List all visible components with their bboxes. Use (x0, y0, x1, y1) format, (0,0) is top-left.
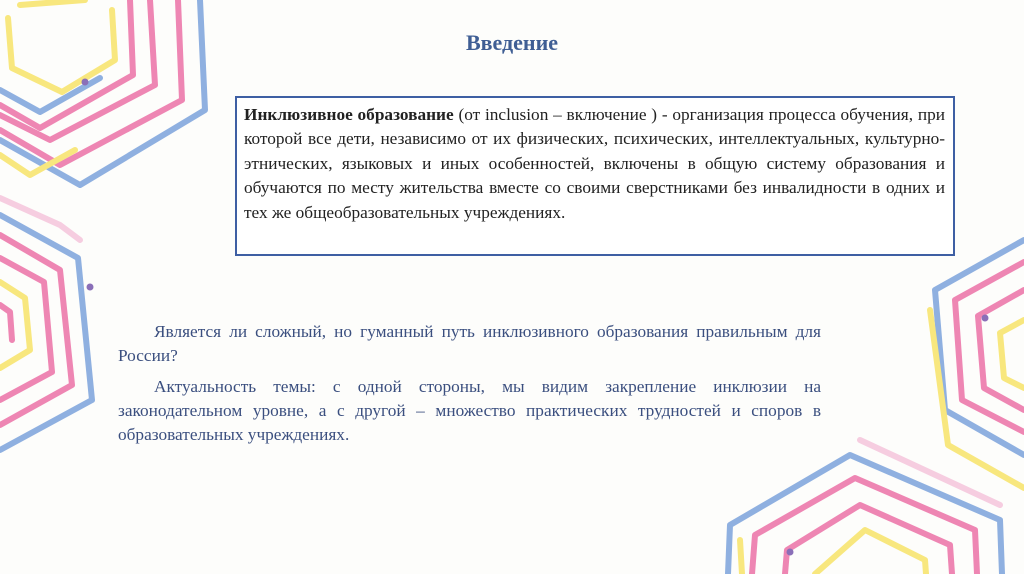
bottom-right-yellow-line (815, 530, 926, 574)
bottom-right-blue-line (728, 455, 1002, 574)
right-yellow-line (1000, 320, 1024, 388)
junction-dot (82, 79, 89, 86)
bottom-right-yellow-line-2 (740, 540, 742, 574)
mid-left-yellow-line (0, 282, 30, 368)
bottom-right-lightpink-line (860, 440, 1000, 505)
definition-text: (от inclusion – включение ) - организация процесса обучения, при которой все дети, независимо от их физических, психических, интеллектуальных, культурно-этнических, языковых и иных особенностей, включены в общую систему образования и обучаются по месту жительства вместе со своими сверстниками без инвалидности в одних и тех же общеобразовательных учреждениях. (244, 105, 945, 222)
mid-left-pink-line-3 (0, 305, 12, 340)
definition-term: Инклюзивное образование (244, 105, 454, 124)
question-paragraph: Является ли сложный, но гуманный путь инклюзивного образования правильным для России? (118, 322, 821, 365)
relevance-paragraph: Актуальность темы: с одной стороны, мы видим закрепление инклюзии на законодательном уровне, а с другой – множество практических трудностей и споров в образовательных учреждениях. (118, 377, 821, 444)
junction-dot (87, 284, 94, 291)
definition-box (235, 96, 955, 256)
slide-title: Введение (465, 30, 559, 55)
junction-dot (787, 549, 794, 556)
junction-dot (982, 315, 989, 322)
